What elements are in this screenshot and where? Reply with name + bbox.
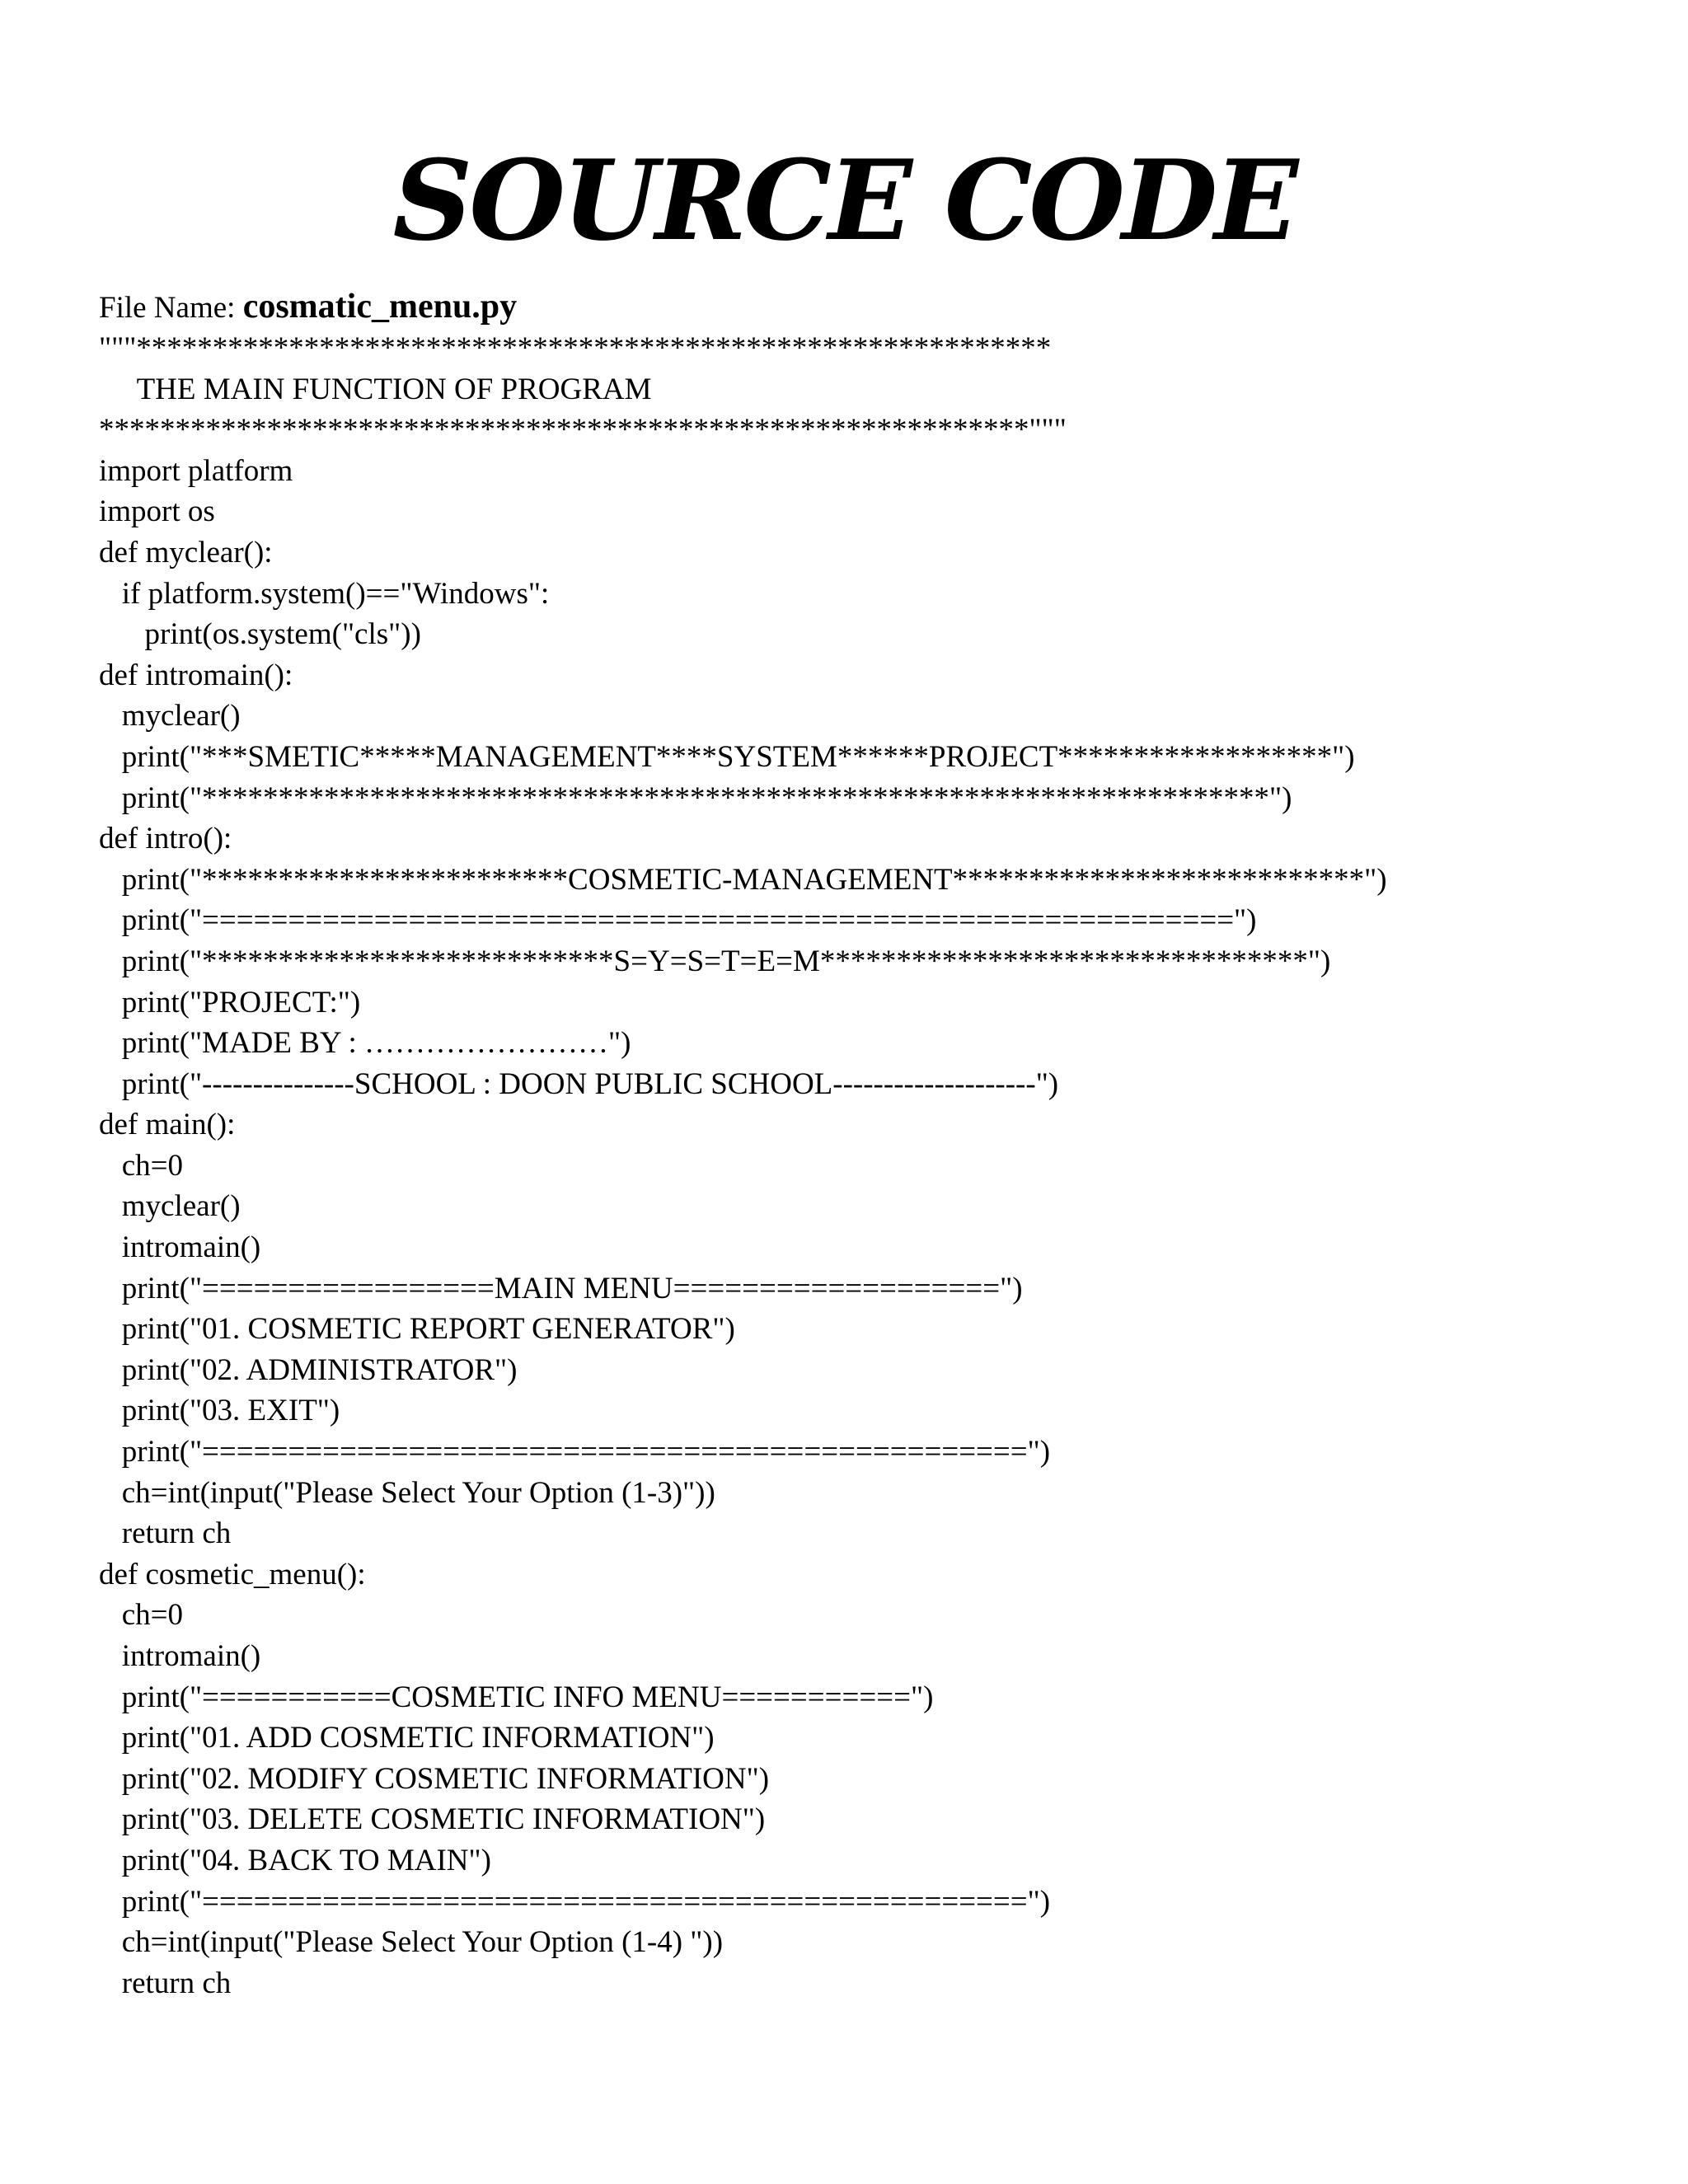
file-name: cosmatic_menu.py (242, 288, 518, 326)
code-line: myclear() (99, 1189, 241, 1224)
code-line: if platform.system()=="Windows": (99, 576, 550, 611)
code-line: print("============================================================") (99, 903, 1257, 938)
code-line: def main(): (99, 1108, 236, 1142)
code-line: intromain() (99, 1230, 261, 1265)
code-line: THE MAIN FUNCTION OF PROGRAM (99, 372, 652, 406)
code-line: import os (99, 494, 215, 529)
code-line: print("---------------SCHOOL : DOON PUBLIC SCHOOL--------------------") (99, 1066, 1059, 1101)
source-code-block (99, 328, 1665, 2004)
code-line: print("02. ADMINISTRATOR") (99, 1352, 518, 1387)
code-line: myclear() (99, 699, 241, 733)
code-line: print("03. EXIT") (99, 1394, 340, 1428)
code-line: return ch (99, 1516, 232, 1551)
code-line: """************************************************************ (99, 331, 1052, 365)
code-line: ch=int(input("Please Select Your Option (1-3)")) (99, 1475, 715, 1510)
code-line: print("MADE BY : ……………………") (99, 1026, 631, 1061)
code-line: print("02. MODIFY COSMETIC INFORMATION") (99, 1761, 770, 1796)
file-name-line (99, 285, 517, 330)
code-line: print("03. DELETE COSMETIC INFORMATION") (99, 1802, 766, 1837)
page-title: SOURCE CODE (392, 135, 1296, 265)
code-line: print("================================================") (99, 1884, 1051, 1919)
code-line: print("***************************S=Y=S=T=E=M********************************") (99, 944, 1331, 978)
code-line: ch=int(input("Please Select Your Option (1-4) ")) (99, 1925, 724, 1960)
code-line: ch=0 (99, 1148, 184, 1183)
code-line: def cosmetic_menu(): (99, 1557, 366, 1591)
code-line: print("=================MAIN MENU===================") (99, 1271, 1023, 1305)
code-line: print("================================================") (99, 1435, 1051, 1469)
code-line: print("01. COSMETIC REPORT GENERATOR") (99, 1312, 735, 1347)
code-line: print("************************COSMETIC-MANAGEMENT***************************") (99, 862, 1387, 897)
code-line: intromain() (99, 1639, 261, 1673)
code-line: ch=0 (99, 1598, 184, 1633)
file-name-label: File Name: (99, 291, 236, 325)
code-line: print("04. BACK TO MAIN") (99, 1843, 491, 1877)
code-line: print("***SMETIC*****MANAGEMENT****SYSTEM******PROJECT******************") (99, 739, 1355, 774)
code-line: return ch (99, 1966, 232, 2000)
code-line: import platform (99, 453, 293, 488)
code-line: print("===========COSMETIC INFO MENU===========") (99, 1680, 934, 1714)
code-line: print("**********************************************************************") (99, 780, 1292, 815)
code-line: print("PROJECT:") (99, 985, 361, 1019)
code-line: *************************************************************""" (99, 413, 1067, 448)
code-line: def intro(): (99, 822, 232, 856)
code-line: def myclear(): (99, 535, 273, 569)
code-line: print("01. ADD COSMETIC INFORMATION") (99, 1721, 715, 1755)
code-line: print(os.system("cls")) (99, 617, 421, 652)
code-line: def intromain(): (99, 658, 293, 692)
